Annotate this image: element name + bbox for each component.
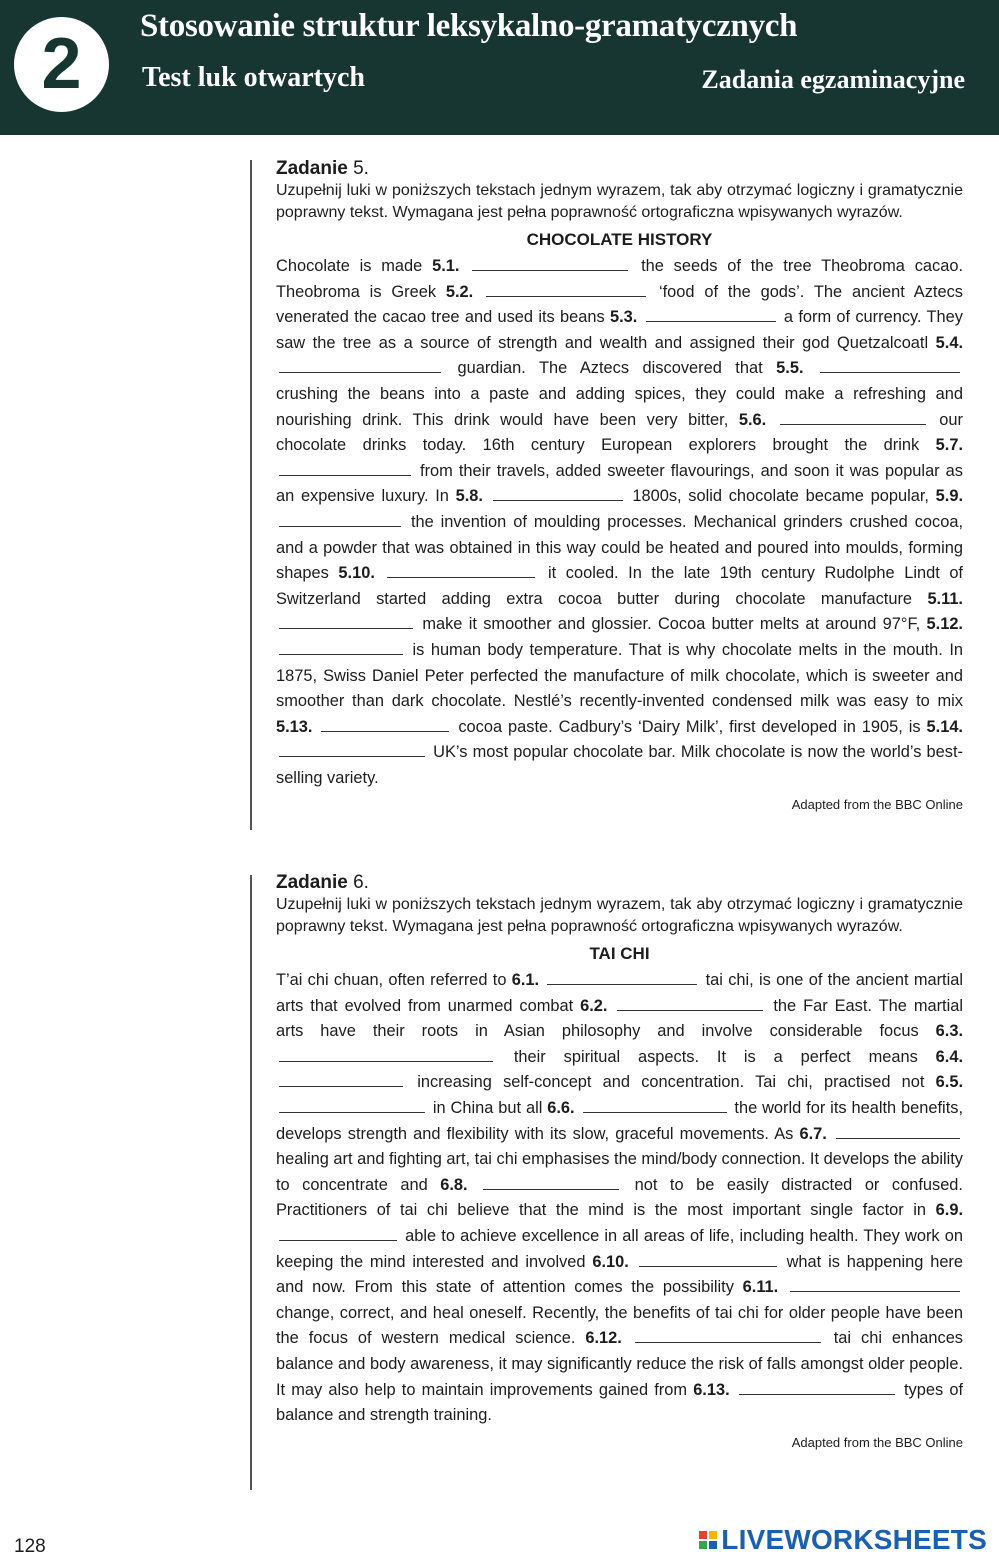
gap-number: 5.2. (445, 282, 474, 301)
gap-blank-5-5[interactable] (820, 360, 960, 373)
gap-number: 5.4. (935, 333, 963, 352)
text-fragment: increasing self-concept and concentration. Tai chi, practised not (406, 1073, 936, 1092)
task5-instruction: Uzupełnij luki w poniższych tekstach jednym wyrazem, tak aby otrzymać logiczny i gramatycznie poprawny tekst. Wymagana jest pełna poprawność ortograficzna wpisywanych wyrazów. (276, 182, 963, 221)
text-fragment: 1800s, solid chocolate became popular, (625, 487, 936, 506)
gap-number: 5.10. (338, 564, 375, 583)
text-fragment: our chocolate drinks today. 16th century European explorers brought the drink (276, 410, 963, 455)
gap-blank-6-9[interactable] (279, 1228, 397, 1241)
logo-square (699, 1541, 707, 1549)
gap-number: 6.11. (742, 1278, 779, 1297)
gap-number: 6.10. (592, 1252, 629, 1271)
text-fragment: from their travels, added sweeter flavourings, and soon it was popular as an expensive luxury. In (276, 461, 963, 506)
task6-section (276, 872, 963, 1450)
chapter-number-badge: 2 (14, 17, 109, 112)
gap-number: 6.4. (935, 1047, 963, 1066)
task5-number: 5. (353, 158, 369, 179)
task5-section (276, 158, 963, 812)
gap-blank-6-3[interactable] (279, 1049, 493, 1062)
logo-icon (699, 1531, 717, 1549)
logo-square (709, 1531, 717, 1539)
gap-blank-5-3[interactable] (646, 309, 776, 322)
task6-heading (276, 872, 963, 894)
text-fragment: cocoa paste. Cadbury’s ‘Dairy Milk’, first developed in 1905, is (452, 717, 927, 736)
text-fragment: tai chi enhances balance and body awareness, it may significantly reduce the risk of falls amongst older people. It may also help to maintain improvements gained from (276, 1329, 964, 1399)
gap-blank-6-4[interactable] (279, 1074, 403, 1087)
gap-number: 6.5. (935, 1073, 963, 1092)
margin-line-task6 (250, 875, 252, 1490)
task5-heading (276, 158, 963, 180)
section-label: Zadania egzaminacyjne (701, 65, 965, 94)
gap-blank-6-2[interactable] (617, 998, 763, 1011)
chapter-title: Stosowanie struktur leksykalno-gramatycznych (140, 8, 798, 44)
chapter-subtitle: Test luk otwartych (142, 62, 365, 93)
page-number: 128 (14, 1536, 46, 1557)
gap-blank-6-1[interactable] (547, 972, 697, 985)
gap-number: 6.9. (935, 1201, 963, 1220)
gap-blank-6-13[interactable] (739, 1382, 895, 1395)
gap-number: 5.3. (609, 308, 638, 327)
gap-number: 6.13. (693, 1380, 730, 1399)
text-fragment: types of balance and strength training. (276, 1380, 964, 1425)
text-fragment: not to be easily distracted or confused. Practitioners of tai chi believe that the mind is the most important single factor in (276, 1175, 963, 1220)
gap-number: 5.9. (935, 487, 963, 506)
margin-line-task5 (250, 160, 252, 830)
text-fragment: a form of currency. They saw the tree as a source of strength and wealth and assigned their god Quetzalcoatl (276, 308, 963, 352)
gap-number: 6.3. (935, 1022, 963, 1041)
text-fragment: healing art and fighting art, tai chi emphasises the mind/body connection. It develops the ability to concentrate and (276, 1150, 963, 1194)
gap-number: 5.1. (432, 257, 460, 275)
gap-number: 6.2. (580, 996, 608, 1015)
text-fragment: what is happening here and now. From this state of attention comes the possibility (276, 1252, 964, 1297)
gap-number: 5.5. (776, 359, 804, 378)
task6-source: Adapted from the BBC Online (791, 1434, 963, 1450)
gap-number: 5.13. (276, 717, 313, 736)
gap-number: 5.12. (926, 615, 963, 634)
task5-text (276, 254, 963, 791)
text-fragment: ‘food of the gods’. The ancient Aztecs venerated the cacao tree and used its beans (276, 282, 963, 327)
gap-blank-5-13[interactable] (321, 719, 449, 732)
text-fragment: change, correct, and heal oneself. Recently, the benefits of tai chi for older people have been the focus of western medical science. (276, 1303, 963, 1348)
gap-blank-6-6[interactable] (583, 1100, 727, 1113)
gap-number: 6.7. (799, 1124, 827, 1143)
text-fragment: guardian. The Aztecs discovered that (444, 359, 777, 378)
task6-text (276, 968, 963, 1429)
task5-label: Zadanie (276, 158, 348, 179)
gap-number: 6.8. (440, 1175, 468, 1194)
gap-number: 5.7. (935, 436, 963, 455)
gap-blank-5-6[interactable] (780, 412, 926, 425)
gap-blank-6-10[interactable] (639, 1254, 777, 1267)
text-fragment: the world for its health benefits, develops strength and flexibility with its slow, graceful movements. As (276, 1098, 963, 1143)
text-fragment: make it smoother and glossier. Cocoa butter melts at around 97°F, (416, 615, 927, 634)
gap-blank-5-8[interactable] (493, 488, 623, 501)
text-fragment: tai chi, is one of the ancient martial arts that evolved from unarmed combat (276, 971, 963, 1015)
gap-blank-6-12[interactable] (635, 1330, 821, 1343)
text-fragment: T’ai chi chuan, often referred to (276, 971, 512, 989)
text-fragment: UK’s most popular chocolate bar. Milk chocolate is now the world’s best-selling variety. (276, 743, 963, 787)
task6-text-title: TAI CHI (589, 944, 650, 963)
task6-instruction: Uzupełnij luki w poniższych tekstach jednym wyrazem, tak aby otrzymać logiczny i gramatycznie poprawny tekst. Wymagana jest pełna poprawność ortograficzna wpisywanych wyrazów. (276, 896, 963, 935)
gap-number: 6.6. (547, 1098, 575, 1117)
gap-blank-5-10[interactable] (387, 565, 535, 578)
text-fragment: it cooled. In the late 19th century Rudolphe Lindt of Switzerland started adding extra cocoa butter during chocolate manufacture (276, 564, 963, 608)
gap-blank-6-7[interactable] (836, 1126, 960, 1139)
gap-blank-5-1[interactable] (472, 258, 628, 271)
task6-number: 6. (353, 872, 369, 893)
gap-blank-5-7[interactable] (279, 463, 411, 476)
text-fragment: the Far East. The martial arts have their roots in Asian philosophy and involve considerable focus (276, 996, 963, 1041)
task5-source: Adapted from the BBC Online (791, 797, 963, 813)
gap-number: 5.14. (926, 717, 963, 736)
gap-blank-6-5[interactable] (279, 1100, 425, 1113)
gap-blank-5-11[interactable] (279, 616, 413, 629)
text-fragment: able to achieve excellence in all areas of life, including health. They work on keeping the mind interested and involved (276, 1226, 963, 1271)
logo-text: LIVEWORKSHEETS (721, 1524, 987, 1555)
liveworksheets-logo (699, 1524, 987, 1556)
text-fragment: Chocolate is made (276, 257, 433, 275)
text-fragment: the invention of moulding processes. Mechanical grinders crushed cocoa, and a powder that was obtained in this way could be heated and poured into moulds, forming shapes (276, 512, 963, 583)
gap-blank-5-2[interactable] (486, 284, 646, 297)
gap-blank-6-8[interactable] (483, 1177, 619, 1190)
text-fragment: the seeds of the tree Theobroma cacao. Theobroma is Greek (276, 257, 963, 301)
gap-number: 6.12. (585, 1329, 622, 1348)
gap-blank-5-9[interactable] (279, 514, 401, 527)
gap-number: 5.11. (927, 589, 963, 608)
gap-blank-5-4[interactable] (279, 360, 441, 373)
gap-blank-5-14[interactable] (279, 744, 425, 757)
logo-square (699, 1531, 707, 1539)
gap-blank-5-12[interactable] (279, 642, 403, 655)
text-fragment: their spiritual aspects. It is a perfect means (496, 1047, 936, 1066)
chapter-header (0, 0, 999, 135)
task5-text-title: CHOCOLATE HISTORY (526, 230, 713, 249)
gap-number: 6.1. (511, 971, 540, 989)
task6-label: Zadanie (276, 872, 348, 893)
gap-number: 5.6. (738, 410, 767, 429)
gap-number: 5.8. (455, 487, 483, 506)
text-fragment: is human body temperature. That is why chocolate melts in the mouth. In 1875, Swiss Daniel Peter perfected the manufacture of milk chocolate, which is sweeter and smoother than dark chocolate. Nestlé’s recently-invented condensed milk was easy to mix (276, 640, 963, 711)
gap-blank-6-11[interactable] (790, 1279, 960, 1292)
text-fragment: crushing the beans into a paste and adding spices, they could make a refreshing and nourishing drink. This drink would have been very bitter, (276, 384, 963, 429)
text-fragment: in China but all (428, 1098, 548, 1117)
logo-square (709, 1541, 717, 1549)
